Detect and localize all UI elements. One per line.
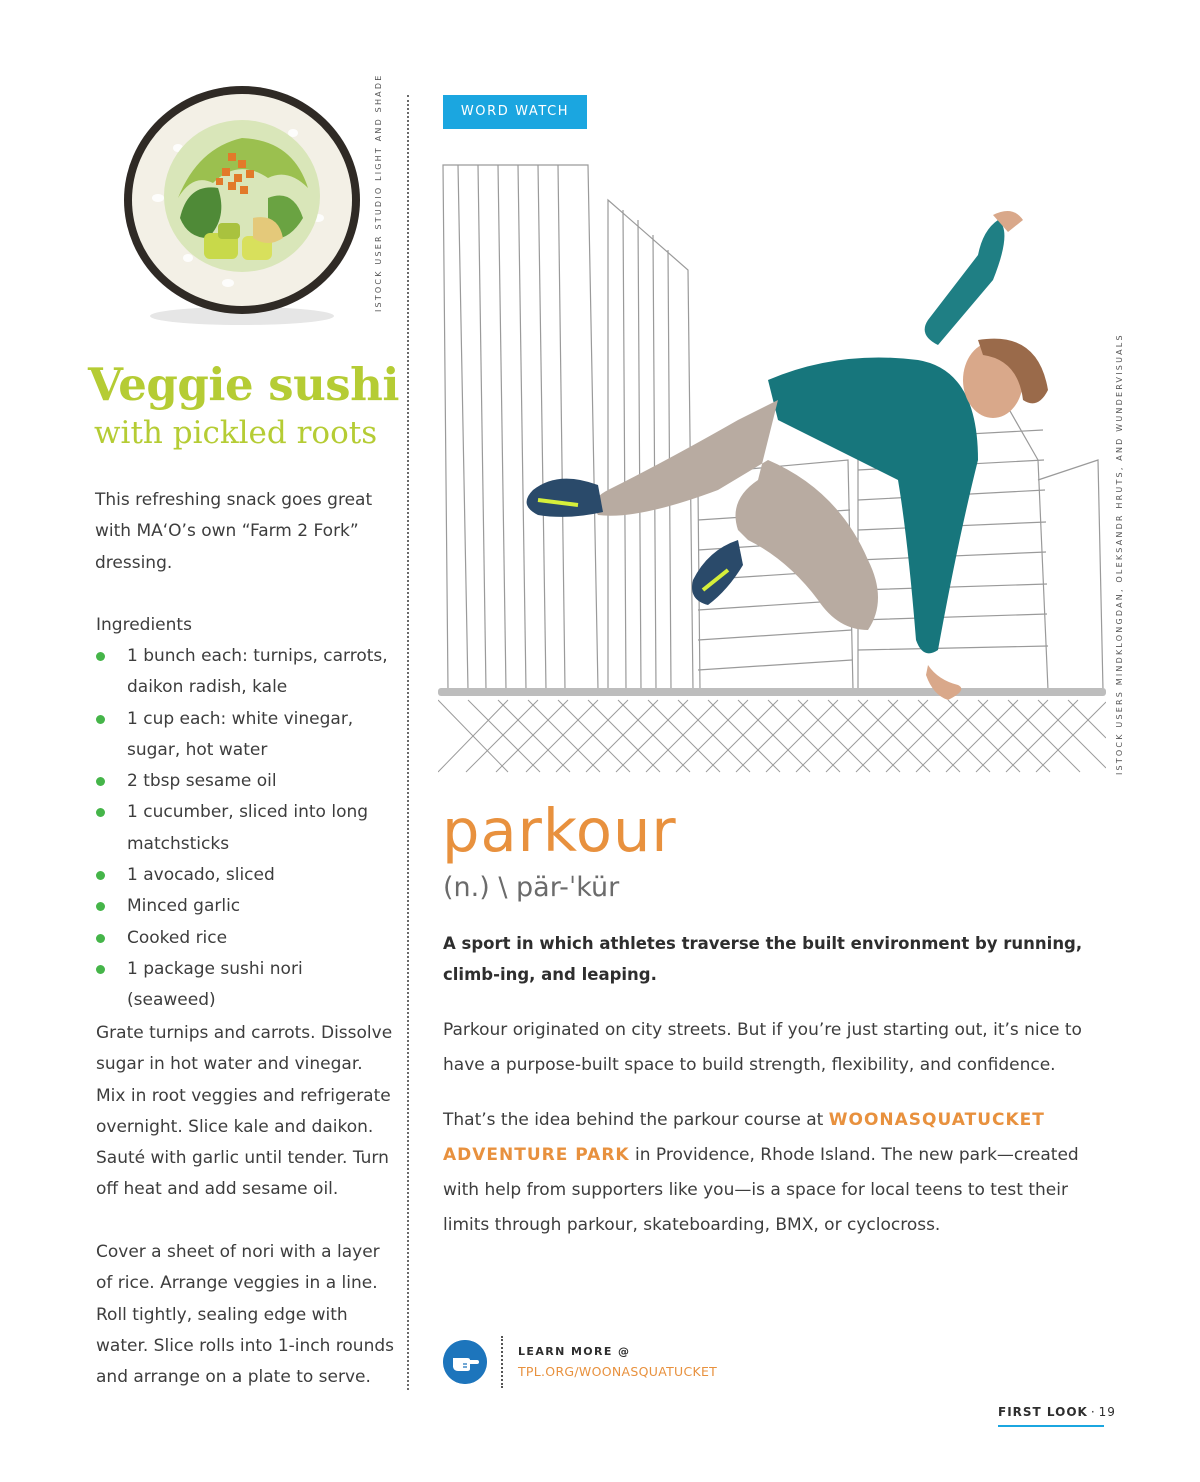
photo-credit: ISTOCK USER STUDIO LIGHT AND SHADE <box>374 73 383 312</box>
ingredient-item <box>96 891 396 922</box>
ingredient-text: 1 cup each: white vinegar, sugar, hot water <box>127 708 354 760</box>
column-divider <box>407 95 409 1390</box>
ingredient-list <box>96 641 396 1017</box>
ingredient-item <box>96 954 396 1017</box>
ingredient-item <box>96 704 396 767</box>
bullet-icon <box>96 777 105 786</box>
ingredient-text: Cooked rice <box>127 927 228 948</box>
recipe-title: Veggie sushi <box>88 358 399 411</box>
photo-credit: ISTOCK USERS MINDKLONGDAN, OLEKSANDR HRUTS, AND WUNDERVISUALS <box>1115 333 1124 775</box>
recipe-step-1: Grate turnips and carrots. Dissolve sugar in hot water and vinegar. Mix in root veggies and refrigerate overnight. Slice kale and daikon. Sauté with garlic until tender. Turn off heat and add sesame oil. <box>96 1023 393 1200</box>
learn-more-link[interactable]: TPL.ORG/WOONASQUATUCKET <box>518 1364 718 1379</box>
ingredient-text: 1 avocado, sliced <box>127 865 275 886</box>
ingredient-text: 1 package sushi nori (seaweed) <box>127 958 303 1011</box>
ingredient-text: Minced garlic <box>127 896 241 917</box>
park-name: WOONASQUATUCKET ADVENTURE PARK <box>443 1110 1045 1165</box>
definition: A sport in which athletes traverse the built environment by running, climb-ing, and leaping. <box>443 934 1083 984</box>
ingredient-item <box>96 797 396 860</box>
bullet-icon <box>96 871 105 880</box>
pointing-hand-icon[interactable] <box>443 1340 487 1384</box>
recipe-step-2: Cover a sheet of nori with a layer of rice. Arrange veggies in a line. Roll tightly, sealing edge with water. Slice rolls into 1-inch rounds and arrange on a plate to serve. <box>96 1242 395 1388</box>
bullet-icon <box>96 652 105 661</box>
section-name: FIRST LOOK <box>998 1405 1088 1419</box>
footer-underline <box>998 1425 1104 1427</box>
pronunciation: (n.) \ pär-ˈkür <box>443 872 620 903</box>
word-watch-badge: WORD WATCH <box>443 95 587 129</box>
bullet-icon <box>96 902 105 911</box>
footer-separator: · <box>1090 1405 1096 1419</box>
page-footer <box>998 1405 1116 1419</box>
ingredients-heading: Ingredients <box>96 615 192 635</box>
sushi-roll-photo <box>118 78 366 328</box>
ingredient-item <box>96 641 396 704</box>
article-paragraph <box>443 1103 1093 1243</box>
parkour-photo <box>438 160 1106 775</box>
learn-more-divider <box>501 1336 503 1388</box>
learn-more-label: LEARN MORE @ <box>518 1345 631 1358</box>
bullet-icon <box>96 808 105 817</box>
headword: parkour <box>442 796 677 865</box>
ingredient-item <box>96 860 396 891</box>
bullet-icon <box>96 965 105 974</box>
ingredient-text: 1 bunch each: turnips, carrots, daikon radish, kale <box>127 646 388 698</box>
paragraph-text: in Providence, Rhode Island. The new park—created with help from supporters like you—is a space for local teens to test their limits through parkour, skateboarding, BMX, or cyclocross. <box>443 1145 1079 1235</box>
bullet-icon <box>96 934 105 943</box>
paragraph-text: That’s the idea behind the parkour course at <box>443 1110 829 1130</box>
ingredient-item <box>96 766 396 797</box>
recipe-intro: This refreshing snack goes great with MAʻO’s own “Farm 2 Fork” dressing. <box>95 490 373 573</box>
ingredient-item <box>96 923 396 954</box>
recipe-subtitle: with pickled roots <box>94 415 378 451</box>
page-number: 19 <box>1098 1405 1116 1419</box>
bullet-icon <box>96 715 105 724</box>
ingredient-text: 1 cucumber, sliced into long matchsticks <box>127 802 369 854</box>
ingredient-text: 2 tbsp sesame oil <box>127 771 277 792</box>
article-paragraph: Parkour originated on city streets. But if you’re just starting out, it’s nice to have a purpose-built space to build strength, flexibility, and confidence. <box>443 1020 1082 1075</box>
